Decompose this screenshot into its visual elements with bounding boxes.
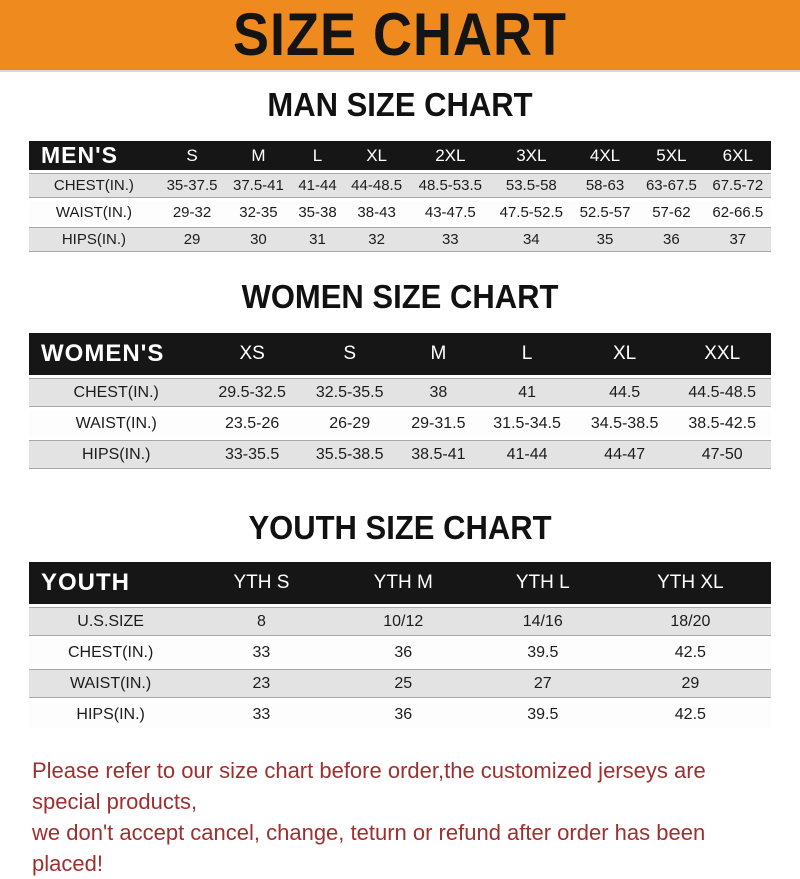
youth-header-row (29, 562, 771, 604)
size-value: 39.5 (476, 639, 610, 666)
size-value: 41 (478, 378, 576, 407)
row-label: CHEST(IN.) (29, 173, 159, 198)
size-column-header: S (159, 141, 225, 170)
row-label: U.S.SIZE (29, 607, 192, 636)
size-value: 36 (638, 227, 704, 252)
size-value: 42.5 (610, 639, 771, 666)
size-value: 39.5 (476, 701, 610, 728)
mens-table-title: MEN'S (29, 141, 159, 170)
size-column-header: L (478, 333, 576, 375)
womens-table-title: WOMEN'S (29, 333, 203, 375)
size-value: 67.5-72 (705, 173, 771, 198)
size-chart-banner (0, 0, 800, 72)
men-section-heading: MAN SIZE CHART (267, 85, 533, 124)
size-value: 42.5 (610, 701, 771, 728)
row-label: CHEST(IN.) (29, 639, 192, 666)
size-column-header: XL (343, 141, 409, 170)
size-value: 10/12 (331, 607, 476, 636)
size-value: 29 (159, 227, 225, 252)
size-column-header: YTH XL (610, 562, 771, 604)
size-value: 29-32 (159, 201, 225, 224)
youth-table-title: YOUTH (29, 562, 192, 604)
size-value: 44-48.5 (343, 173, 409, 198)
size-value: 8 (192, 607, 330, 636)
size-value: 32-35 (225, 201, 291, 224)
row-label: HIPS(IN.) (29, 227, 159, 252)
size-value: 52.5-57 (572, 201, 638, 224)
size-column-header: 6XL (705, 141, 771, 170)
row-label: HIPS(IN.) (29, 701, 192, 728)
women-section-heading: WOMEN SIZE CHART (241, 277, 559, 316)
size-value: 35-37.5 (159, 173, 225, 198)
size-value: 30 (225, 227, 291, 252)
size-value: 57-62 (638, 201, 704, 224)
size-value: 27 (476, 669, 610, 698)
size-value: 33-35.5 (203, 440, 301, 469)
womens-size-table (29, 330, 771, 472)
row-label: CHEST(IN.) (29, 378, 203, 407)
size-column-header: 3XL (491, 141, 572, 170)
size-value: 18/20 (610, 607, 771, 636)
table-row (29, 410, 771, 437)
size-value: 44.5 (576, 378, 674, 407)
size-value: 26-29 (301, 410, 399, 437)
size-value: 41-44 (292, 173, 344, 198)
table-row (29, 669, 771, 698)
size-column-header: XXL (673, 333, 771, 375)
womens-header-row (29, 333, 771, 375)
size-column-header: M (398, 333, 478, 375)
row-label: WAIST(IN.) (29, 410, 203, 437)
page-title: SIZE CHART (233, 1, 567, 69)
size-value: 31.5-34.5 (478, 410, 576, 437)
size-value: 38.5-42.5 (673, 410, 771, 437)
mens-header-row (29, 141, 771, 170)
size-value: 38 (398, 378, 478, 407)
size-column-header: 2XL (410, 141, 491, 170)
row-label: WAIST(IN.) (29, 669, 192, 698)
size-value: 33 (410, 227, 491, 252)
size-value: 38-43 (343, 201, 409, 224)
size-column-header: YTH S (192, 562, 330, 604)
size-column-header: S (301, 333, 399, 375)
order-disclaimer (32, 755, 772, 879)
table-row (29, 227, 771, 252)
size-value: 63-67.5 (638, 173, 704, 198)
table-row (29, 701, 771, 728)
size-column-header: YTH M (331, 562, 476, 604)
size-value: 29-31.5 (398, 410, 478, 437)
size-value: 25 (331, 669, 476, 698)
size-value: 35-38 (292, 201, 344, 224)
size-value: 38.5-41 (398, 440, 478, 469)
size-value: 23 (192, 669, 330, 698)
mens-size-table (29, 138, 771, 255)
size-column-header: M (225, 141, 291, 170)
size-value: 36 (331, 701, 476, 728)
table-row (29, 607, 771, 636)
size-value: 41-44 (478, 440, 576, 469)
disclaimer-line-1: Please refer to our size chart before order,the customized jerseys are special products, (32, 758, 706, 814)
table-row (29, 173, 771, 198)
size-value: 35 (572, 227, 638, 252)
size-value: 37.5-41 (225, 173, 291, 198)
size-value: 44.5-48.5 (673, 378, 771, 407)
size-value: 34 (491, 227, 572, 252)
size-value: 47.5-52.5 (491, 201, 572, 224)
size-value: 36 (331, 639, 476, 666)
size-value: 14/16 (476, 607, 610, 636)
size-value: 58-63 (572, 173, 638, 198)
size-column-header: 5XL (638, 141, 704, 170)
table-row (29, 201, 771, 224)
size-column-header: 4XL (572, 141, 638, 170)
size-value: 33 (192, 701, 330, 728)
size-value: 35.5-38.5 (301, 440, 399, 469)
row-label: HIPS(IN.) (29, 440, 203, 469)
size-value: 62-66.5 (705, 201, 771, 224)
youth-size-table (29, 559, 771, 731)
table-row (29, 440, 771, 469)
size-value: 34.5-38.5 (576, 410, 674, 437)
size-column-header: L (292, 141, 344, 170)
size-value: 33 (192, 639, 330, 666)
disclaimer-line-2: we don't accept cancel, change, teturn or refund after order has been placed! (32, 820, 706, 876)
size-value: 44-47 (576, 440, 674, 469)
size-value: 32 (343, 227, 409, 252)
size-value: 47-50 (673, 440, 771, 469)
size-value: 53.5-58 (491, 173, 572, 198)
size-column-header: YTH L (476, 562, 610, 604)
size-value: 37 (705, 227, 771, 252)
size-column-header: XL (576, 333, 674, 375)
size-value: 29 (610, 669, 771, 698)
table-row (29, 378, 771, 407)
youth-section-heading: YOUTH SIZE CHART (248, 508, 552, 547)
size-value: 23.5-26 (203, 410, 301, 437)
size-value: 31 (292, 227, 344, 252)
size-value: 32.5-35.5 (301, 378, 399, 407)
size-value: 43-47.5 (410, 201, 491, 224)
table-row (29, 639, 771, 666)
size-value: 29.5-32.5 (203, 378, 301, 407)
size-value: 48.5-53.5 (410, 173, 491, 198)
size-column-header: XS (203, 333, 301, 375)
row-label: WAIST(IN.) (29, 201, 159, 224)
